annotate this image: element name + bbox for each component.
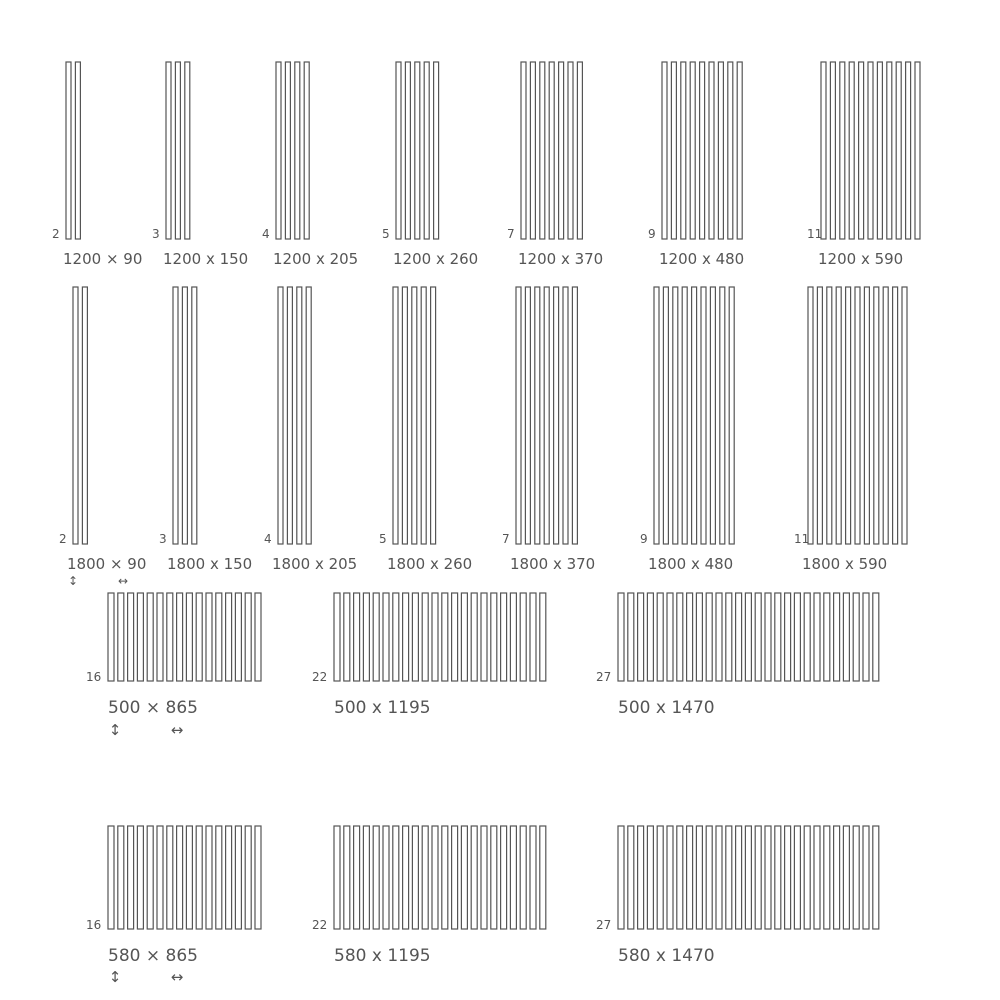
radiator-tube [206,826,212,929]
radiator-tube [718,62,723,239]
dimension-label: 1200 x 150 [163,250,249,268]
radiator-tube [785,826,791,929]
radiator-tube [671,62,676,239]
radiator-tube [677,593,683,681]
radiator-tube [510,593,516,681]
tube-count-label: 4 [262,227,270,241]
radiator-tube [196,826,202,929]
radiator-tube [647,826,653,929]
radiator-tube [877,62,882,239]
radiator-tube [157,826,163,929]
radiator-tube [108,593,114,681]
tube-count-label: 27 [596,918,612,932]
radiator-tube [843,826,849,929]
radiator-tube [344,826,350,929]
radiator-tube [836,287,841,544]
radiator-tube [804,593,810,681]
radiator-tube [804,826,810,929]
tube-count-label: 3 [159,532,167,546]
radiator-tube [402,287,407,544]
tube-count-label: 2 [52,227,60,241]
radiator-tube [415,62,420,239]
radiator-tube [794,826,800,929]
radiator-tube [868,62,873,239]
radiator-tube [765,826,771,929]
radiator-tube [137,826,143,929]
radiator-tube [491,826,497,929]
radiator-tube [540,62,545,239]
radiator-tube [687,593,693,681]
tube-count-label: 22 [312,670,328,684]
radiator-tube [295,62,300,239]
radiator-tube [216,593,222,681]
tube-count-label: 2 [59,532,67,546]
dimension-label: 1800 x 370 [510,555,596,573]
radiator-tube [422,826,428,929]
radiator-tube [285,62,290,239]
radiator [276,62,309,239]
tube-count-label: 16 [86,918,102,932]
radiator-tube [393,593,399,681]
radiator-tube [572,287,577,544]
radiator-tube [701,287,706,544]
radiator-tube [393,826,399,929]
radiator-tube [906,62,911,239]
dimension-label: 1200 x 370 [518,250,604,268]
radiator-tube [432,826,438,929]
radiator-tube [525,287,530,544]
radiator-tube [577,62,582,239]
radiator-tube [297,287,302,544]
radiator-tube [863,826,869,929]
radiator-tube [827,287,832,544]
radiator [618,593,879,681]
radiator-tube [657,593,663,681]
radiator-tube [516,287,521,544]
radiator-tube [902,287,907,544]
radiator-tube [755,593,761,681]
radiator-tube [559,62,564,239]
radiator-tube [481,593,487,681]
radiator-tube [775,826,781,929]
width-arrow-icon: ↔ [117,574,129,588]
dimension-label: 580 x 1470 [618,946,715,966]
radiator-tube [278,287,283,544]
radiator [808,287,907,544]
radiator-tube [75,62,80,239]
radiator [66,62,80,239]
radiator [334,826,546,929]
radiator-tube [186,826,192,929]
radiator-tube [235,826,241,929]
dimension-label: 1800 x 205 [272,555,358,573]
radiator-tube [765,593,771,681]
radiator-tube [167,593,173,681]
radiator-tube [726,826,732,929]
radiator-tube [173,287,178,544]
radiator-tube [520,826,526,929]
radiator-tube [855,287,860,544]
radiator-tube [873,826,879,929]
tube-count-label: 4 [264,532,272,546]
radiator-tube [128,593,134,681]
dimension-label: 1800 x 590 [802,555,888,573]
dimension-label: 500 x 1470 [618,698,715,718]
radiator-tube [709,62,714,239]
tube-count-label: 11 [807,227,823,241]
radiator [662,62,742,239]
dimension-label: 1800 x 260 [387,555,473,573]
radiator-tube [690,62,695,239]
height-arrow-icon: ↕ [67,574,79,588]
radiator-tube [491,593,497,681]
radiator-tube [108,826,114,929]
radiator-tube [834,593,840,681]
radiator-tube [530,62,535,239]
radiator-tube [563,287,568,544]
tube-count-label: 5 [382,227,390,241]
radiator-tube [520,593,526,681]
radiator-tube [728,62,733,239]
radiator-tube [692,287,697,544]
radiator-tube [840,62,845,239]
radiator-tube [654,287,659,544]
radiator-tube [720,287,725,544]
radiator-tube [405,62,410,239]
radiator-tube [442,826,448,929]
radiator [73,287,87,544]
radiator-tube [681,62,686,239]
radiator-drawings [66,62,920,929]
radiator-tube [808,287,813,544]
radiator-tube [647,593,653,681]
radiator-tube [412,287,417,544]
dimension-label: 1200 x 480 [659,250,745,268]
radiator-tube [255,593,261,681]
radiator-tube [383,826,389,929]
radiator [516,287,577,544]
radiator [108,593,261,681]
radiator-tube [638,593,644,681]
radiator [396,62,439,239]
dimension-label: 1200 x 260 [393,250,479,268]
radiator-tube [196,593,202,681]
radiator-tube [412,593,418,681]
radiator-tube [82,287,87,544]
dimension-label: 580 x 1195 [334,946,431,966]
radiator [821,62,920,239]
radiator-tube [424,62,429,239]
radiator-tube [849,62,854,239]
tube-count-label: 7 [507,227,515,241]
radiator-tube [421,287,426,544]
tube-count-label: 7 [502,532,510,546]
radiator-tube [726,593,732,681]
radiator-tube [276,62,281,239]
radiator-tube [716,593,722,681]
tube-count-label: 3 [152,227,160,241]
radiator-tube [873,593,879,681]
radiator-tube [874,287,879,544]
height-arrow-icon: ↕ [108,968,122,986]
radiator-tube [226,826,232,929]
radiator [278,287,311,544]
radiator-tube [255,826,261,929]
radiator-tube [710,287,715,544]
tube-count-label: 27 [596,670,612,684]
radiator-tube [535,287,540,544]
radiator-tube [147,593,153,681]
radiator-tube [667,826,673,929]
radiator-tube [817,287,822,544]
radiator-tube [471,826,477,929]
radiator-tube [755,826,761,929]
radiator-tube [334,826,340,929]
radiator-tube [287,287,292,544]
radiator-tube [344,593,350,681]
radiator-tube [737,62,742,239]
radiator-tube [442,593,448,681]
radiator-tube [354,593,360,681]
tube-count-label: 5 [379,532,387,546]
radiator-tube [677,826,683,929]
dimension-label: 580 × 865 [108,946,198,966]
radiator-tube [177,826,183,929]
radiator-tube [716,826,722,929]
radiator-tube [736,593,742,681]
dimension-label: 1800 x 480 [648,555,734,573]
radiator-tube [304,62,309,239]
radiator-tube [673,287,678,544]
radiator-tube [452,826,458,929]
dimension-label: 1800 x 150 [167,555,253,573]
radiator-tube [177,593,183,681]
dimension-label: 1200 × 90 [63,250,143,268]
radiator-tube [638,826,644,929]
tube-count-label: 16 [86,670,102,684]
radiator-tube [824,593,830,681]
radiator-tube [814,826,820,929]
radiator-tube [830,62,835,239]
radiator-tube [73,287,78,544]
radiator-tube [893,287,898,544]
dimension-label: 500 x 1195 [334,698,431,718]
radiator-tube [846,287,851,544]
radiator-tube [192,287,197,544]
radiator-tube [706,593,712,681]
radiator-tube [461,826,467,929]
radiator-tube [175,62,180,239]
radiator-tube [745,593,751,681]
radiator-tube [245,826,251,929]
radiator-tube [235,593,241,681]
radiator-tube [501,826,507,929]
radiator-tube [396,62,401,239]
radiator-tube [393,287,398,544]
radiator-tube [118,593,124,681]
radiator-tube [696,826,702,929]
radiator-tube [618,826,624,929]
radiator-tube [363,593,369,681]
radiator-tube [540,593,546,681]
dimension-label: 1200 x 590 [818,250,904,268]
radiator-tube [628,826,634,929]
radiator-tube [540,826,546,929]
radiator-tube [452,593,458,681]
radiator-tube [687,826,693,929]
radiator-tube [206,593,212,681]
radiator-tube [853,826,859,929]
radiator-tube [736,826,742,929]
radiator-tube [245,593,251,681]
radiator-tube [510,826,516,929]
radiator-tube [568,62,573,239]
radiator-tube [471,593,477,681]
radiator-tube [182,287,187,544]
radiator-tube [422,593,428,681]
radiator-tube [662,62,667,239]
radiator-tube [530,826,536,929]
radiator-tube [785,593,791,681]
radiator-tube [896,62,901,239]
radiator-tube [432,593,438,681]
radiator-tube [147,826,153,929]
radiator-tube [431,287,436,544]
radiator [108,826,261,929]
radiator-tube [157,593,163,681]
width-arrow-icon: ↔ [170,721,184,739]
radiator-tube [863,593,869,681]
radiator-tube [501,593,507,681]
radiator-tube [363,826,369,929]
height-arrow-icon: ↕ [108,721,122,739]
radiator-tube [226,593,232,681]
radiator-tube [618,593,624,681]
radiator-tube [657,826,663,929]
radiator-tube [554,287,559,544]
tube-count-label: 9 [640,532,648,546]
radiator-tube [663,287,668,544]
radiator-tube [682,287,687,544]
radiator-tube [137,593,143,681]
radiator-tube [66,62,71,239]
radiator-tube [729,287,734,544]
radiator-tube [696,593,702,681]
radiator-tube [118,826,124,929]
radiator-tube [706,826,712,929]
radiator-tube [403,593,409,681]
radiator-tube [334,593,340,681]
radiator-tube [887,62,892,239]
radiator-tube [185,62,190,239]
radiator-tube [166,62,171,239]
radiator-tube [306,287,311,544]
radiator [393,287,436,544]
radiator-tube [821,62,826,239]
tube-count-label: 9 [648,227,656,241]
radiator-tube [824,826,830,929]
radiator [618,826,879,929]
radiator-tube [843,593,849,681]
width-arrow-icon: ↔ [170,968,184,986]
radiator [166,62,190,239]
radiator-tube [794,593,800,681]
radiator-tube [186,593,192,681]
dimension-label: 500 × 865 [108,698,198,718]
radiator-tube [481,826,487,929]
radiator-tube [373,593,379,681]
radiator [173,287,197,544]
radiator-tube [700,62,705,239]
tube-count-label: 22 [312,918,328,932]
radiator-tube [814,593,820,681]
radiator-tube [544,287,549,544]
radiator [334,593,546,681]
radiator-tube [383,593,389,681]
radiator-tube [434,62,439,239]
radiator [654,287,734,544]
radiator-tube [521,62,526,239]
radiator-tube [775,593,781,681]
radiator-tube [373,826,379,929]
radiator-tube [667,593,673,681]
radiator-tube [549,62,554,239]
dimension-label: 1800 × 90 [67,555,147,573]
radiator-tube [915,62,920,239]
radiator-tube [167,826,173,929]
radiator [521,62,582,239]
radiator-tube [461,593,467,681]
radiator-tube [864,287,869,544]
radiator-tube [745,826,751,929]
radiator-tube [859,62,864,239]
radiator-tube [412,826,418,929]
dimension-label: 1200 x 205 [273,250,359,268]
tube-count-label: 11 [794,532,810,546]
radiator-tube [216,826,222,929]
radiator-tube [354,826,360,929]
radiator-tube [853,593,859,681]
radiator-tube [128,826,134,929]
radiator-tube [834,826,840,929]
radiator-tube [403,826,409,929]
radiator-tube [883,287,888,544]
radiator-tube [530,593,536,681]
radiator-tube [628,593,634,681]
